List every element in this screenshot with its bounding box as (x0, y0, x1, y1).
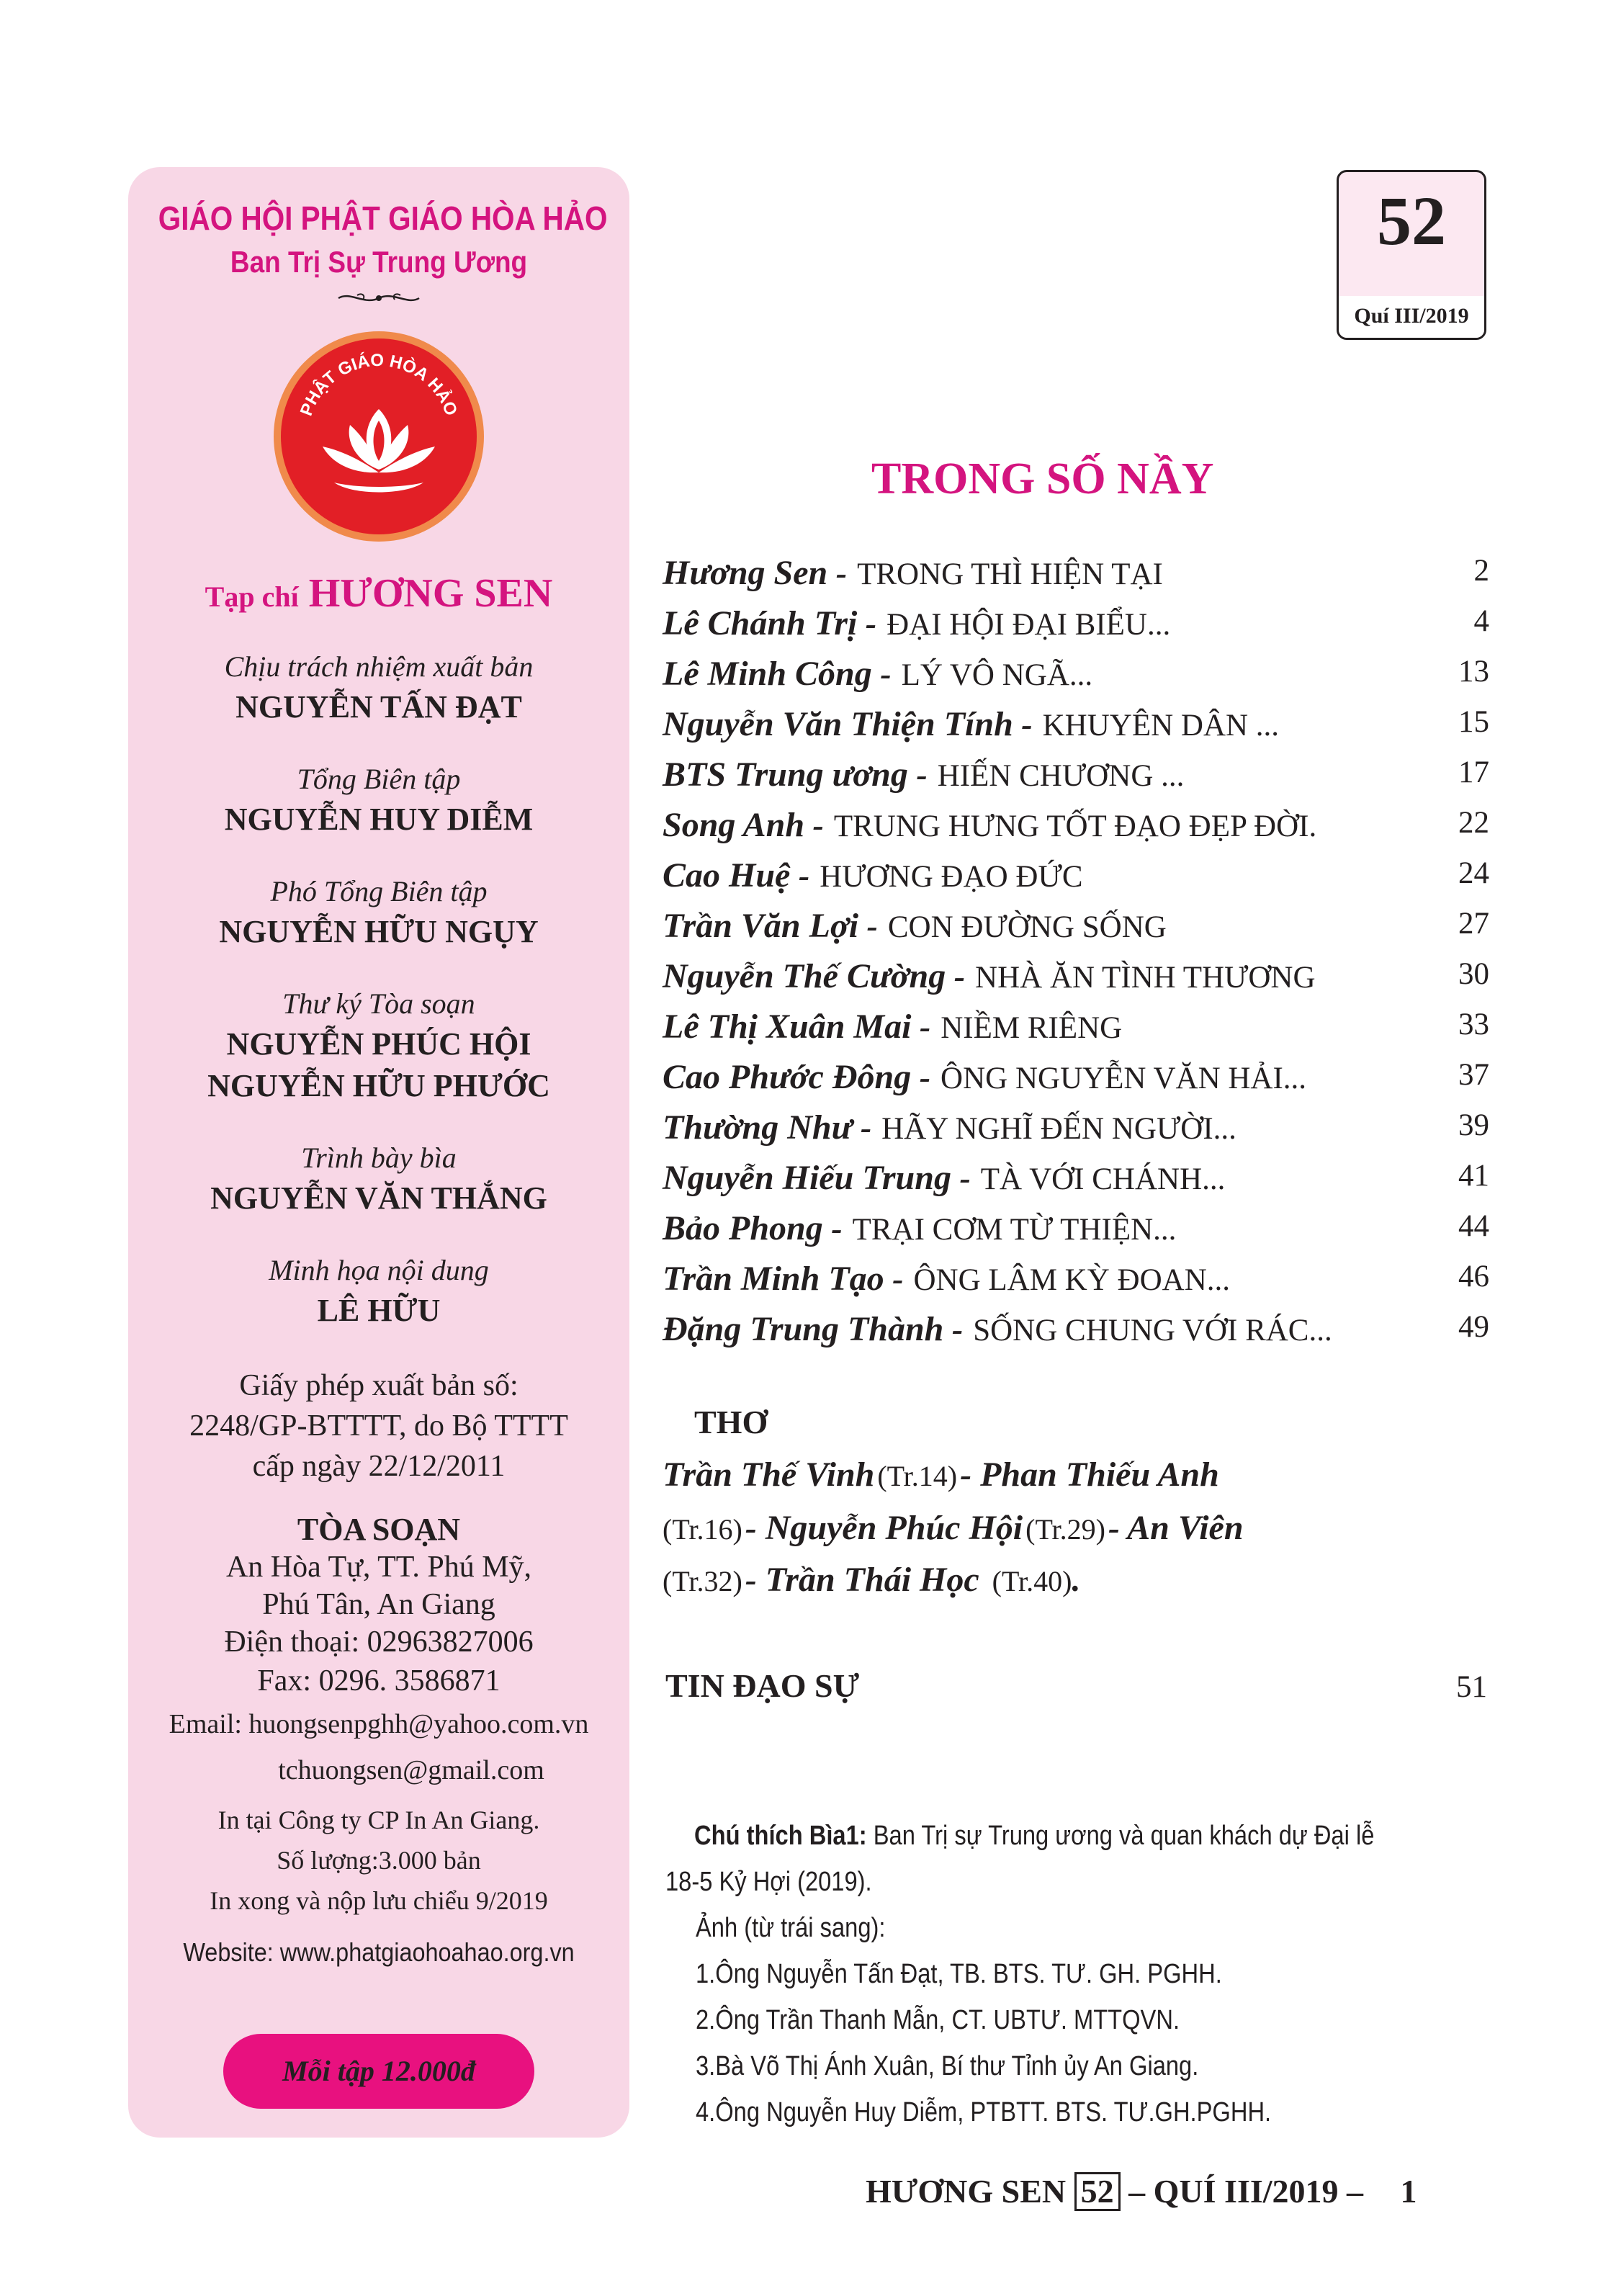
toc-author: Lê Minh Công (663, 655, 872, 693)
toc-title-text: CON ĐƯỜNG SỐNG (887, 910, 1167, 944)
footer-issue: 52 (1074, 2172, 1121, 2211)
email-secondary[interactable]: tchuongsen@gmail.com (278, 1755, 544, 1785)
toc-author: Song Anh (663, 806, 805, 844)
toc-title-text: ÔNG LÂM KỲ ĐOAN... (913, 1263, 1231, 1297)
price-badge: Mỗi tập 12.000đ (223, 2034, 534, 2109)
toc-author: Nguyễn Hiếu Trung (663, 1159, 951, 1197)
poet-name[interactable]: Trần Thái Học (765, 1561, 979, 1599)
staff-role: Minh họa nội dung (269, 1254, 489, 1286)
footer-quarter: – QUÍ III/2019 – (1128, 2173, 1364, 2210)
toc-page: 33 (1458, 1008, 1489, 1041)
toc-item[interactable]: Lê Thị Xuân Mai - NIỀM RIÊNG 33 (663, 1008, 1489, 1046)
license-line: 2248/GP-BTTTT, do Bộ TTTT (189, 1409, 568, 1443)
news-label[interactable]: TIN ĐẠO SỰ (665, 1667, 860, 1704)
toc-item[interactable]: Đặng Trung Thành - SỐNG CHUNG VỚI RÁC... 49 (663, 1310, 1489, 1348)
print-line: In tại Công ty CP In An Giang. (217, 1806, 540, 1834)
magazine-prefix: Tạp chí (205, 580, 299, 613)
toc-item[interactable]: Lê Chánh Trị - ĐẠI HỘI ĐẠI BIỂU... 4 (663, 604, 1489, 642)
news-page: 51 (1456, 1670, 1487, 1704)
staff-name: NGUYỄN PHÚC HỘI (226, 1026, 531, 1062)
office-address: Phú Tân, An Giang (262, 1588, 495, 1621)
toc-page: 4 (1473, 604, 1489, 638)
toc-item[interactable]: Song Anh - TRUNG HƯNG TỐT ĐẠO ĐẸP ĐỜI. 22 (663, 806, 1489, 844)
caption-line: 18-5 Kỷ Hợi (2019). (665, 1867, 872, 1897)
caption-person: 2.Ông Trần Thanh Mẫn, CT. UBTƯ. MTTQVN. (696, 2005, 1180, 2035)
toc-title-text: HƯƠNG ĐẠO ĐỨC (820, 860, 1083, 894)
toc-page: 46 (1458, 1260, 1489, 1293)
staff-name: NGUYỄN HỮU NGỤY (219, 914, 539, 949)
toc-title-text: TÀ VỚI CHÁNH... (980, 1162, 1226, 1196)
issue-number: 52 (1377, 182, 1446, 259)
toc-title-text: ĐẠI HỘI ĐẠI BIỂU... (886, 608, 1171, 642)
toc-item[interactable]: Nguyễn Văn Thiện Tính - KHUYÊN DÂN ... 15 (663, 705, 1489, 743)
org-name: GIÁO HỘI PHẬT GIÁO HÒA HẢO (158, 199, 608, 237)
toc-author: BTS Trung ương (663, 755, 908, 794)
print-line: In xong và nộp lưu chiểu 9/2019 (210, 1886, 548, 1915)
poet-name[interactable]: Phan Thiếu Anh (980, 1456, 1219, 1494)
org-subtitle: Ban Trị Sự Trung Ương (230, 245, 528, 279)
poet-page: (Tr.16) (663, 1513, 742, 1546)
toc-page: 15 (1458, 705, 1489, 739)
issue-box (1337, 170, 1486, 340)
toc-item[interactable]: Trần Minh Tạo - ÔNG LÂM KỲ ĐOAN... 46 (663, 1260, 1489, 1298)
toc-author: Trần Văn Lợi (663, 907, 859, 945)
poet-page: (Tr.29) (1025, 1513, 1105, 1546)
toc-page: 39 (1458, 1108, 1489, 1142)
toc-title-text: TRONG THÌ HIỆN TẠI (857, 557, 1163, 591)
staff-role: Chịu trách nhiệm xuất bản (224, 650, 534, 683)
staff-name: LÊ HỮU (317, 1293, 441, 1328)
print-line: Số lượng:3.000 bản (277, 1846, 481, 1875)
poet-name[interactable]: Nguyễn Phúc Hội (765, 1509, 1023, 1547)
toc-title-text: ÔNG NGUYỄN VĂN HẢI... (941, 1062, 1307, 1095)
toc-title-text: HIẾN CHƯƠNG ... (937, 759, 1185, 793)
staff-name: NGUYỄN VĂN THẮNG (210, 1180, 547, 1216)
toc-author: Lê Chánh Trị (663, 604, 858, 642)
office-title: TÒA SOẠN (297, 1512, 461, 1547)
staff-role: Thư ký Tòa soạn (282, 987, 475, 1020)
masthead-panel (128, 167, 629, 2138)
toc-page: 37 (1458, 1058, 1489, 1092)
toc-title-text: TRẠI CƠM TỪ THIỆN... (852, 1213, 1177, 1247)
toc-item[interactable]: BTS Trung ương - HIẾN CHƯƠNG ... 17 (663, 755, 1489, 794)
magazine-name: HƯƠNG SEN (308, 571, 553, 616)
caption-person: 4.Ông Nguyễn Huy Diễm, PTBTT. BTS. TƯ.GH.PGHH. (696, 2097, 1272, 2127)
magazine-title (128, 570, 629, 616)
toc-page: 17 (1458, 755, 1489, 789)
caption-intro: Ảnh (từ trái sang): (696, 1913, 886, 1943)
poet-page: (Tr.14) (877, 1460, 958, 1492)
page-footer (866, 2172, 1417, 2211)
toc-item[interactable]: Lê Minh Công - LÝ VÔ NGÃ... 13 (663, 655, 1489, 693)
office-address: An Hòa Tự, TT. Phú Mỹ, (225, 1551, 532, 1584)
staff-name: NGUYỄN TẤN ĐẠT (235, 689, 522, 725)
toc-page: 24 (1458, 856, 1489, 890)
toc-title-text: LÝ VÔ NGÃ... (901, 658, 1093, 692)
poetry-line: (Tr.16) - Nguyễn Phúc Hội (Tr.29) - An Viên (663, 1509, 1244, 1547)
toc-author: Nguyễn Văn Thiện Tính (663, 705, 1013, 743)
caption-person: 1.Ông Nguyễn Tấn Đạt, TB. BTS. TƯ. GH. PGHH. (696, 1959, 1222, 1989)
toc-page: 13 (1458, 655, 1489, 689)
poet-page: (Tr.40) (992, 1565, 1072, 1597)
poet-page: (Tr.32) (663, 1565, 742, 1597)
toc-author: Thường Như (663, 1108, 853, 1147)
toc-page: 41 (1458, 1159, 1489, 1193)
poetry-line: Trần Thế Vinh (Tr.14) - Phan Thiếu Anh (663, 1456, 1219, 1494)
caption-text: Ban Trị sự Trung ương và quan khách dự Đại lễ (873, 1821, 1375, 1851)
toc-title-text: NHÀ ĂN TÌNH THƯƠNG (975, 961, 1316, 995)
caption-label: Chú thích Bìa1: (694, 1821, 867, 1851)
license-line: Giấy phép xuất bản số: (239, 1369, 519, 1402)
lotus-logo (271, 328, 487, 544)
toc-item[interactable]: Nguyễn Hiếu Trung - TÀ VỚI CHÁNH... 41 (663, 1159, 1489, 1197)
toc-author: Hương Sen (663, 554, 828, 592)
website-line[interactable]: Website: www.phatgiaohoahao.org.vn (183, 1937, 575, 1967)
toc-title-text: KHUYÊN DÂN ... (1042, 709, 1280, 743)
toc-item[interactable]: Hương Sen - TRONG THÌ HIỆN TẠI 2 (663, 554, 1489, 592)
toc-author: Bảo Phong (663, 1209, 823, 1247)
poet-name[interactable]: Trần Thế Vinh (663, 1456, 875, 1494)
toc-page: 44 (1458, 1209, 1489, 1243)
poetry-heading: THƠ (694, 1404, 768, 1440)
poetry-line: (Tr.32) - Trần Thái Học (Tr.40). (663, 1561, 1081, 1599)
toc-title-text: HÃY NGHĨ ĐẾN NGƯỜI... (881, 1112, 1236, 1146)
toc-item[interactable]: Trần Văn Lợi - CON ĐƯỜNG SỐNG 27 (663, 907, 1489, 945)
toc-author: Cao Phước Đông (663, 1058, 912, 1096)
toc-title-text: TRUNG HƯNG TỐT ĐẠO ĐẸP ĐỜI. (833, 810, 1317, 843)
toc-author: Nguyễn Thế Cường (663, 957, 946, 995)
toc-page: 2 (1473, 554, 1489, 588)
toc-author: Lê Thị Xuân Mai (663, 1008, 912, 1046)
office-phone: Điện thoại: 02963827006 (224, 1625, 534, 1659)
staff-name: NGUYỄN HỮU PHƯỚC (207, 1068, 550, 1103)
toc-title-text: SỐNG CHUNG VỚI RÁC... (973, 1314, 1332, 1347)
caption-person: 3.Bà Võ Thị Ánh Xuân, Bí thư Tỉnh ủy An Giang. (696, 2051, 1199, 2081)
flourish-ornament (128, 290, 629, 310)
office-fax: Fax: 0296. 3586871 (257, 1664, 500, 1698)
toc-item[interactable]: Thường Như - HÃY NGHĨ ĐẾN NGƯỜI... 39 (663, 1108, 1489, 1147)
toc-item[interactable]: Cao Phước Đông - ÔNG NGUYỄN VĂN HẢI... 37 (663, 1058, 1489, 1096)
toc-author: Trần Minh Tạo (663, 1260, 884, 1298)
page-number: 1 (1400, 2173, 1417, 2210)
toc-item[interactable]: Nguyễn Thế Cường - NHÀ ĂN TÌNH THƯƠNG 30 (663, 957, 1489, 995)
toc-page: 22 (1458, 806, 1489, 840)
toc-page: 49 (1458, 1310, 1489, 1344)
staff-role: Trình bày bìa (301, 1142, 457, 1174)
email-line[interactable]: Email: huongsenpghh@yahoo.com.vn (169, 1709, 589, 1739)
license-line: cấp ngày 22/12/2011 (252, 1450, 506, 1483)
toc-page: 27 (1458, 907, 1489, 941)
staff-role: Tổng Biên tập (297, 763, 461, 795)
toc-page: 30 (1458, 957, 1489, 991)
toc-title-text: NIỀM RIÊNG (941, 1011, 1123, 1045)
caption-line (694, 1821, 1374, 1852)
toc-item[interactable]: Cao Huệ - HƯƠNG ĐẠO ĐỨC 24 (663, 856, 1489, 894)
toc-title: TRONG SỐ NẦY (871, 454, 1214, 503)
footer-magazine: HƯƠNG SEN (866, 2173, 1067, 2210)
poet-name[interactable]: An Viên (1127, 1509, 1244, 1547)
staff-name: NGUYỄN HUY DIỄM (224, 802, 534, 837)
toc-author: Cao Huệ (663, 856, 791, 894)
staff-role: Phó Tổng Biên tập (270, 875, 488, 907)
toc-item[interactable]: Bảo Phong - TRẠI CƠM TỪ THIỆN... 44 (663, 1209, 1489, 1247)
svg-text:PHẬT GIÁO HÒA HẢO: PHẬT GIÁO HÒA HẢO (296, 350, 462, 418)
issue-quarter: Quí III/2019 (1339, 296, 1484, 340)
toc-author: Đặng Trung Thành (663, 1310, 944, 1348)
